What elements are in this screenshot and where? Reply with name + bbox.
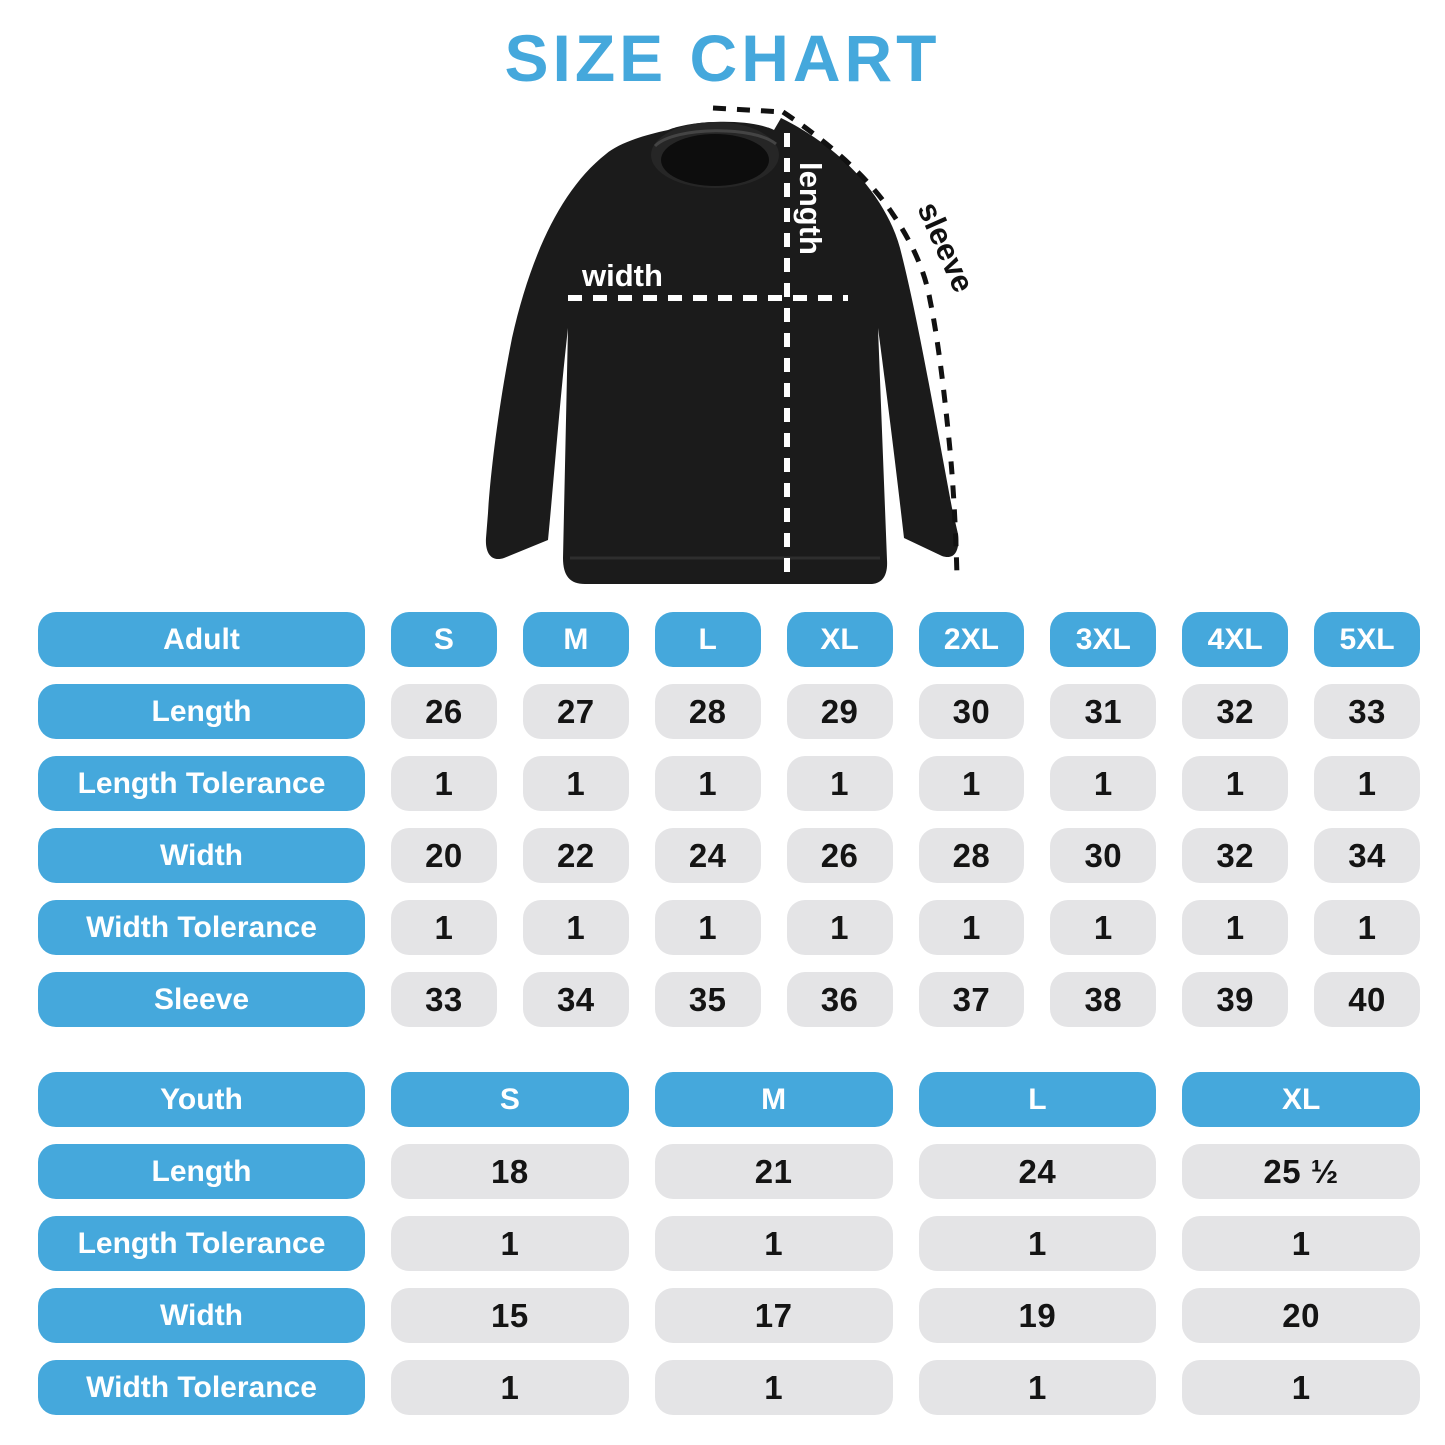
table-cell: 1	[391, 1216, 629, 1271]
youth-row-label-width-tolerance: Width Tolerance	[38, 1360, 365, 1415]
table-cell: 1	[1182, 1216, 1420, 1271]
table-cell: 1	[655, 900, 761, 955]
table-cell: 34	[1314, 828, 1420, 883]
youth-col-header-l: L	[919, 1072, 1157, 1127]
adult-row-label-sleeve: Sleeve	[38, 972, 365, 1027]
table-cell: 1	[1050, 756, 1156, 811]
width-label: width	[582, 258, 663, 293]
table-cell: 1	[391, 1360, 629, 1415]
table-cell: 15	[391, 1288, 629, 1343]
table-cell: 1	[655, 1216, 893, 1271]
table-cell: 32	[1182, 828, 1288, 883]
table-cell: 19	[919, 1288, 1157, 1343]
table-cell: 32	[1182, 684, 1288, 739]
table-cell: 1	[919, 1360, 1157, 1415]
table-cell: 38	[1050, 972, 1156, 1027]
table-cell: 39	[1182, 972, 1288, 1027]
youth-col-header-xl: XL	[1182, 1072, 1420, 1127]
table-cell: 37	[919, 972, 1025, 1027]
adult-col-header-3xl: 3XL	[1050, 612, 1156, 667]
sweatshirt-measurement-diagram	[430, 88, 1050, 608]
table-cell: 1	[523, 756, 629, 811]
youth-col-header-s: S	[391, 1072, 629, 1127]
adult-size-table	[38, 612, 1420, 1027]
table-cell: 1	[655, 756, 761, 811]
shoulder-dashed-line	[713, 108, 783, 112]
adult-row-label-length: Length	[38, 684, 365, 739]
table-cell: 36	[787, 972, 893, 1027]
table-cell: 18	[391, 1144, 629, 1199]
table-cell: 25 ½	[1182, 1144, 1420, 1199]
table-cell: 17	[655, 1288, 893, 1343]
table-cell: 33	[391, 972, 497, 1027]
table-cell: 1	[391, 900, 497, 955]
table-cell: 1	[1182, 1360, 1420, 1415]
table-cell: 1	[1314, 756, 1420, 811]
table-cell: 1	[1050, 900, 1156, 955]
page-title: SIZE CHART	[504, 21, 941, 95]
table-cell: 30	[919, 684, 1025, 739]
table-cell: 1	[1314, 900, 1420, 955]
adult-row-label-length-tolerance: Length Tolerance	[38, 756, 365, 811]
youth-col-header-m: M	[655, 1072, 893, 1127]
table-cell: 1	[919, 900, 1025, 955]
youth-row-label-length-tolerance: Length Tolerance	[38, 1216, 365, 1271]
table-cell: 1	[655, 1360, 893, 1415]
sweatshirt-illustration	[430, 88, 1050, 608]
table-cell: 20	[1182, 1288, 1420, 1343]
youth-table-title-cell: Youth	[38, 1072, 365, 1127]
sweatshirt-body	[486, 118, 958, 584]
table-cell: 20	[391, 828, 497, 883]
table-cell: 30	[1050, 828, 1156, 883]
adult-col-header-m: M	[523, 612, 629, 667]
youth-row-label-width: Width	[38, 1288, 365, 1343]
adult-row-label-width: Width	[38, 828, 365, 883]
table-cell: 28	[655, 684, 761, 739]
table-cell: 33	[1314, 684, 1420, 739]
table-cell: 1	[1182, 900, 1288, 955]
table-cell: 1	[919, 1216, 1157, 1271]
adult-col-header-4xl: 4XL	[1182, 612, 1288, 667]
table-cell: 26	[391, 684, 497, 739]
table-cell: 22	[523, 828, 629, 883]
table-cell: 1	[787, 756, 893, 811]
table-cell: 27	[523, 684, 629, 739]
table-cell: 1	[787, 900, 893, 955]
table-cell: 26	[787, 828, 893, 883]
adult-col-header-s: S	[391, 612, 497, 667]
table-cell: 1	[391, 756, 497, 811]
adult-row-label-width-tolerance: Width Tolerance	[38, 900, 365, 955]
adult-col-header-5xl: 5XL	[1314, 612, 1420, 667]
table-cell: 24	[919, 1144, 1157, 1199]
table-cell: 24	[655, 828, 761, 883]
youth-size-table	[38, 1072, 1420, 1415]
table-cell: 34	[523, 972, 629, 1027]
adult-table-title-cell: Adult	[38, 612, 365, 667]
collar-opening	[661, 134, 769, 186]
table-cell: 28	[919, 828, 1025, 883]
table-cell: 35	[655, 972, 761, 1027]
table-cell: 1	[919, 756, 1025, 811]
length-label: length	[793, 162, 828, 255]
adult-col-header-l: L	[655, 612, 761, 667]
adult-col-header-xl: XL	[787, 612, 893, 667]
adult-col-header-2xl: 2XL	[919, 612, 1025, 667]
youth-row-label-length: Length	[38, 1144, 365, 1199]
table-cell: 1	[1182, 756, 1288, 811]
sleeve-label: sleeve	[910, 196, 982, 298]
table-cell: 40	[1314, 972, 1420, 1027]
table-cell: 1	[523, 900, 629, 955]
table-cell: 29	[787, 684, 893, 739]
table-cell: 21	[655, 1144, 893, 1199]
table-cell: 31	[1050, 684, 1156, 739]
